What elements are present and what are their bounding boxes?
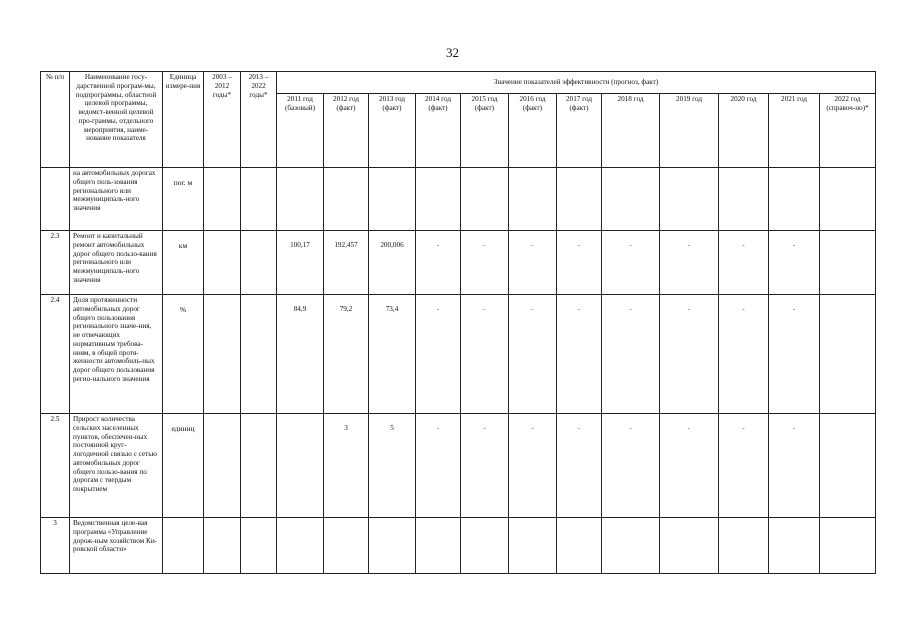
row-name: Доля протяженности автомобильных дорог общего пользования регионального значе-ния, не отвечающих нормативным требова-ниям, в общей протя-женности автомобиль-ных дорог общего пользования регио-нального значения (70, 295, 163, 414)
header-group: Значение показателей эффективности (прогноз, факт) (277, 72, 876, 94)
row-value: - (769, 414, 820, 518)
row-value (509, 518, 557, 574)
table-row (41, 231, 876, 295)
row-period-2003-2012 (204, 518, 241, 574)
row-unit (163, 518, 204, 574)
row-value: - (769, 231, 820, 295)
row-value: - (719, 295, 769, 414)
row-value: - (557, 414, 602, 518)
row-value (369, 518, 416, 574)
header-year: 2017 год (факт) (557, 94, 602, 168)
row-value: 100,17 (277, 231, 324, 295)
row-unit: пог. м (163, 168, 204, 231)
row-period-2013-2022 (241, 168, 277, 231)
row-value (769, 518, 820, 574)
row-value: - (557, 231, 602, 295)
row-num: 3 (41, 518, 70, 574)
row-period-2003-2012 (204, 231, 241, 295)
indicator-table (40, 71, 876, 574)
row-value: 200,006 (369, 231, 416, 295)
table-row (41, 518, 876, 574)
row-value (277, 518, 324, 574)
row-name: Ремонт и капитальный ремонт автомобильных дорог общего пользо-вания регионального или межмуниципаль-ного значения (70, 231, 163, 295)
row-num: 2.3 (41, 231, 70, 295)
row-unit: км (163, 231, 204, 295)
row-value (769, 168, 820, 231)
header-year: 2021 год (769, 94, 820, 168)
row-value (416, 168, 461, 231)
row-value (461, 168, 509, 231)
row-value (820, 231, 876, 295)
row-value (719, 168, 769, 231)
row-value: 79,2 (324, 295, 369, 414)
header-year: 2022 год (справоч-но)* (820, 94, 876, 168)
row-value: - (602, 295, 660, 414)
header-year: 2013 год (факт) (369, 94, 416, 168)
row-value: - (719, 231, 769, 295)
row-value: - (719, 414, 769, 518)
row-value: - (602, 414, 660, 518)
row-value (277, 168, 324, 231)
row-value: - (461, 414, 509, 518)
row-value: - (509, 295, 557, 414)
header-year: 2016 год (факт) (509, 94, 557, 168)
row-name: Ведомственная целе-вая программа «Управление дорож-ным хозяйством Ки-ровской области» (70, 518, 163, 574)
row-value (820, 295, 876, 414)
row-value (719, 518, 769, 574)
row-value: - (660, 231, 719, 295)
row-value: - (416, 231, 461, 295)
row-period-2013-2022 (241, 231, 277, 295)
row-period-2003-2012 (204, 168, 241, 231)
row-period-2013-2022 (241, 518, 277, 574)
row-value: 5 (369, 414, 416, 518)
row-unit: единиц (163, 414, 204, 518)
row-num: 2.4 (41, 295, 70, 414)
header-num: № п/п (41, 72, 70, 168)
row-name: Прирост количества сельских населенных пунктов, обеспечен-ных постоянной круг-логодичной связью с сетью автомобильных дорог общего пользо-вания по дорогам с твердым покрытием (70, 414, 163, 518)
row-value: 3 (324, 414, 369, 518)
header-name: Наименование госу-дарственной програм-мы, подпрограммы, областной целевой программы, ведомст-венной целевой про-граммы, отдельного мероприятия, наиме-нование показателя (70, 72, 163, 168)
row-value (557, 168, 602, 231)
row-value: - (509, 414, 557, 518)
row-value (324, 518, 369, 574)
row-value (461, 518, 509, 574)
row-value: - (416, 414, 461, 518)
header-year: 2014 год (факт) (416, 94, 461, 168)
row-name: на автомобильных дорогах общего поль-зования регионального или межмуниципаль-ного значения (70, 168, 163, 231)
row-value (557, 518, 602, 574)
header-year: 2020 год (719, 94, 769, 168)
table-row (41, 414, 876, 518)
header-year: 2011 год (базовый) (277, 94, 324, 168)
row-value (660, 168, 719, 231)
row-value (602, 518, 660, 574)
header-year: 2012 год (факт) (324, 94, 369, 168)
row-period-2013-2022 (241, 295, 277, 414)
header-year: 2019 год (660, 94, 719, 168)
table-row (41, 168, 876, 231)
row-value: - (602, 231, 660, 295)
row-value (820, 518, 876, 574)
row-value (820, 414, 876, 518)
row-value: - (461, 231, 509, 295)
row-value: - (416, 295, 461, 414)
row-value: - (769, 295, 820, 414)
row-value: - (660, 414, 719, 518)
row-value: - (660, 295, 719, 414)
header-year: 2015 год (факт) (461, 94, 509, 168)
header-period-2013-2022: 2013 – 2022 годы* (241, 72, 277, 168)
row-value (509, 168, 557, 231)
row-value (324, 168, 369, 231)
row-value: 84,9 (277, 295, 324, 414)
row-period-2003-2012 (204, 414, 241, 518)
row-period-2003-2012 (204, 295, 241, 414)
header-period-2003-2012: 2003 – 2012 годы* (204, 72, 241, 168)
row-value: - (461, 295, 509, 414)
row-value (660, 518, 719, 574)
header-unit: Единица измере-ния (163, 72, 204, 168)
row-value: - (509, 231, 557, 295)
row-value: 192,457 (324, 231, 369, 295)
header-year: 2018 год (602, 94, 660, 168)
row-value (369, 168, 416, 231)
row-num (41, 168, 70, 231)
row-value (602, 168, 660, 231)
row-value: - (557, 295, 602, 414)
row-num: 2.5 (41, 414, 70, 518)
table-row (41, 295, 876, 414)
row-value (820, 168, 876, 231)
row-unit: % (163, 295, 204, 414)
row-value (416, 518, 461, 574)
row-value (277, 414, 324, 518)
row-period-2013-2022 (241, 414, 277, 518)
page-number: 32 (446, 45, 459, 60)
row-value: 73,4 (369, 295, 416, 414)
